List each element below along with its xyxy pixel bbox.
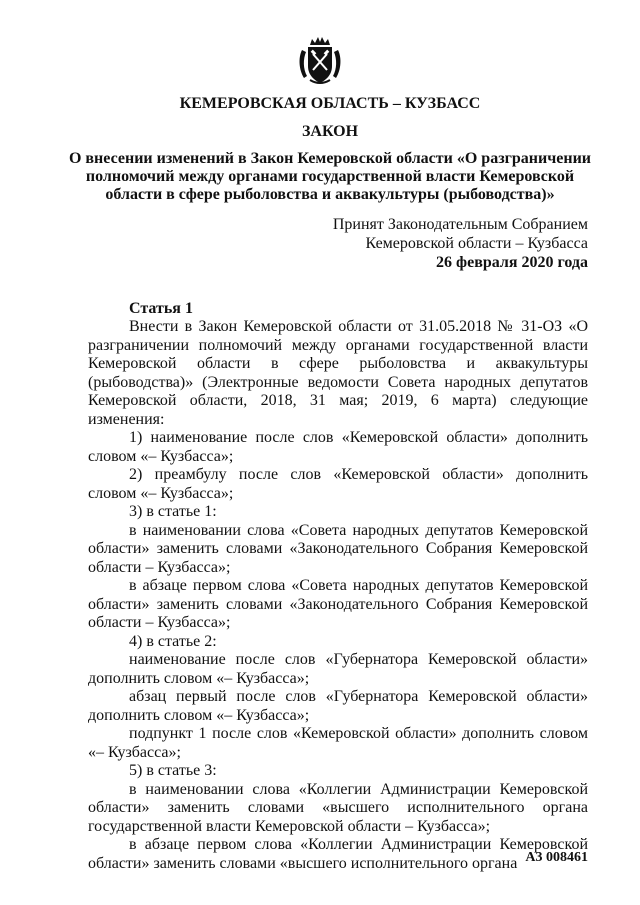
adoption-line-2: Кемеровской области – Кузбасса [365, 235, 588, 252]
article-paragraph: в абзаце первом слова «Совета народных депутатов Кемеровской области» заменить словами «Законодательного Собрания Кемеровской области – Кузбасса»; [88, 577, 588, 631]
article-paragraph: подпункт 1 после слов «Кемеровской области» дополнить словом «– Кузбасса»; [88, 725, 588, 761]
article-paragraph: наименование после слов «Губернатора Кемеровской области» дополнить словом «– Кузбасса»; [88, 651, 588, 687]
adoption-date: 26 февраля 2020 года [436, 254, 588, 271]
law-title-line-2: полномочий между органами государственной власти Кемеровской [85, 168, 575, 185]
form-serial-number: А3 008461 [525, 850, 588, 865]
adoption-line-1: Принят Законодательным Собранием [332, 216, 588, 233]
article-paragraph: 1) наименование после слов «Кемеровской области» дополнить словом «– Кузбасса»; [88, 429, 588, 465]
coat-of-arms-icon [298, 36, 342, 86]
article-paragraph: в наименовании слова «Коллегии Администрации Кемеровской области» заменить словами «высшего исполнительного органа государственной власти Кемеровской области – Кузбасса»; [88, 780, 588, 835]
article-paragraph: 4) в статье 2: [129, 632, 217, 650]
article-paragraph: абзац первый после слов «Губернатора Кемеровской области» дополнить словом «– Кузбасса»; [88, 688, 588, 724]
article-body [88, 318, 588, 873]
document-type: ЗАКОН [301, 123, 359, 140]
law-title-line-1: О внесении изменений в Закон Кемеровской области «О разграничении [68, 150, 592, 167]
article-paragraph: в наименовании слова «Совета народных депутатов Кемеровской области» заменить словами «Законодательного Собрания Кемеровской области – Кузбасса»; [88, 521, 588, 576]
adoption-block [333, 215, 588, 272]
article-title: Статья 1 [129, 300, 193, 317]
article-paragraph: в абзаце первом слова «Коллегии Администрации Кемеровской области» заменить словами «высшего исполнительного органа [88, 836, 588, 872]
region-heading: КЕМЕРОВСКАЯ ОБЛАСТЬ – КУЗБАСС [179, 95, 481, 112]
article-paragraph: 3) в статье 1: [129, 503, 217, 520]
article-paragraph: 2) преамбулу после слов «Кемеровской области» дополнить словом «– Кузбасса»; [88, 466, 588, 502]
article-paragraph: Внести в Закон Кемеровской области от 31.05.2018 № 31-ОЗ «О разграничении полномочий между органами государственной власти Кемеровской области в сфере рыболовства и аквакультуры (рыбоводства)» (Электронные ведомости Совета народных депутатов Кемеровской области, 2018, 31 мая; 2019, 6 марта) следующие изменения: [88, 318, 588, 428]
article-paragraph: 5) в статье 3: [129, 762, 217, 779]
law-title-line-3: области в сфере рыболовства и аквакультуры (рыбоводства)» [105, 186, 555, 203]
